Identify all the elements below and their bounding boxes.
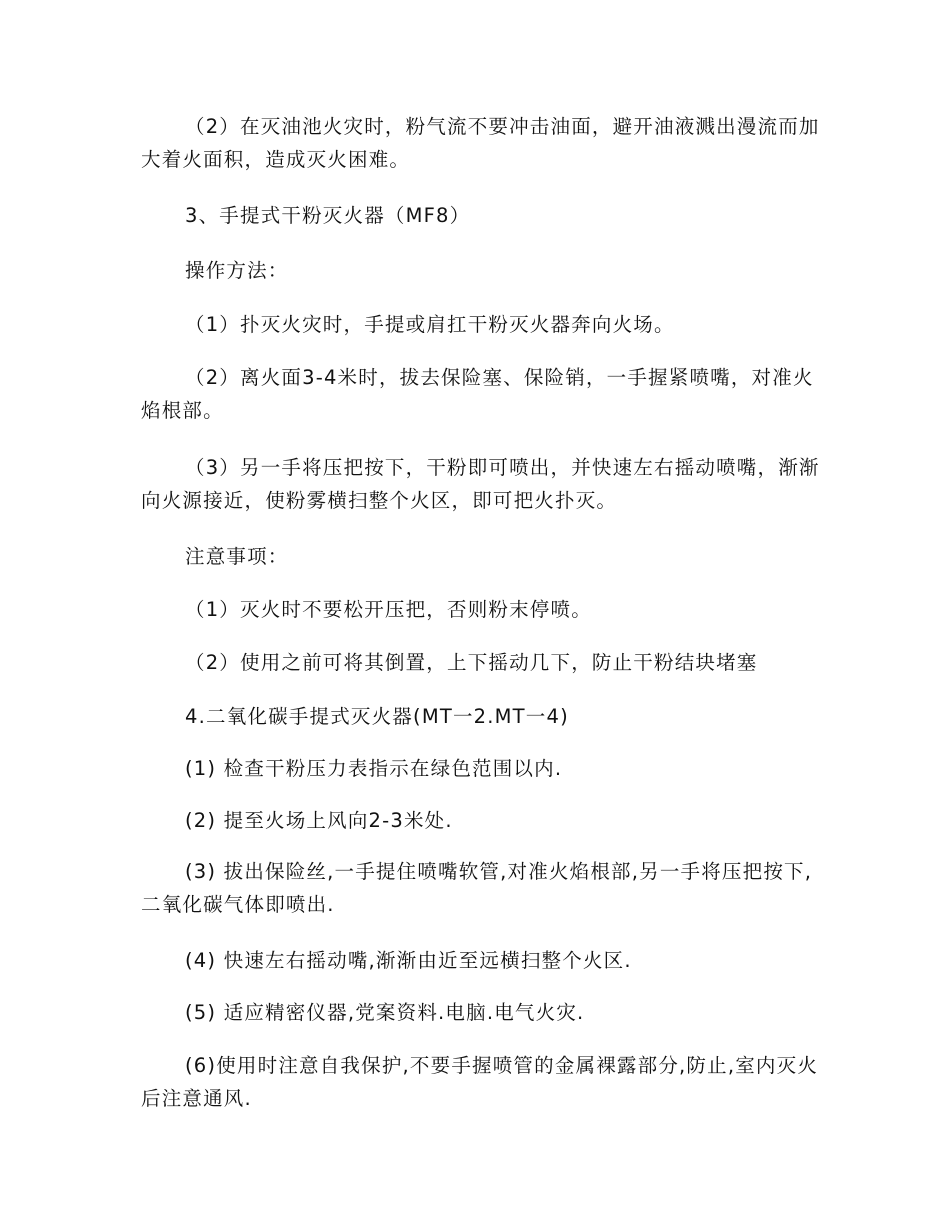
heading-operation-method: 操作方法： (185, 259, 289, 282)
paragraph-oil-pool-note: （2）在灭油池火灾时，粉气流不要冲击油面，避开油液溅出漫流而加大着火面积，造成灭火困难。 (141, 115, 820, 171)
heading-co2-extinguisher: 4.二氧化碳手提式灭火器(MT一2.MT一4) (185, 705, 569, 728)
paragraph-co2-step-5: (5) 适应精密仪器,党案资料.电脑.电气火灾. (185, 1001, 585, 1024)
heading-precautions: 注意事项： (185, 545, 289, 568)
paragraph-step-3: （3）另一手将压把按下，干粉即可喷出，并快速左右摇动喷嘴，渐渐向火源接近，使粉雾横扫整个火区，即可把火扑灭。 (141, 456, 820, 512)
paragraph-step-1: （1）扑灭火灾时，手提或肩扛干粉灭火器奔向火场。 (185, 313, 675, 336)
paragraph-precaution-1: （1）灭火时不要松开压把，否则粉末停喷。 (185, 598, 592, 621)
paragraph-co2-step-4: (4) 快速左右摇动嘴,渐渐由近至远横扫整个火区. (185, 949, 632, 972)
paragraph-co2-step-6: (6)使用时注意自我保护,不要手握喷管的金属裸露部分,防止,室内灭火后注意通风. (141, 1054, 819, 1110)
paragraph-co2-step-2: (2) 提至火场上风向2-3米处. (185, 809, 453, 832)
paragraph-co2-step-3: (3) 拔出保险丝,一手提住喷嘴软管,对准火焰根部,另一手将压把按下,二氧化碳气体即喷出. (141, 860, 813, 916)
heading-handheld-dry-powder: 3、手提式干粉灭火器（MF8） (185, 204, 471, 227)
paragraph-step-2: （2）离火面3-4米时，拔去保险塞、保险销，一手握紧喷嘴，对准火焰根部。 (141, 366, 814, 422)
paragraph-precaution-2: （2）使用之前可将其倒置，上下摇动几下，防止干粉结块堵塞 (185, 651, 758, 674)
paragraph-co2-step-1: (1) 检查干粉压力表指示在绿色范围以内. (185, 757, 563, 780)
